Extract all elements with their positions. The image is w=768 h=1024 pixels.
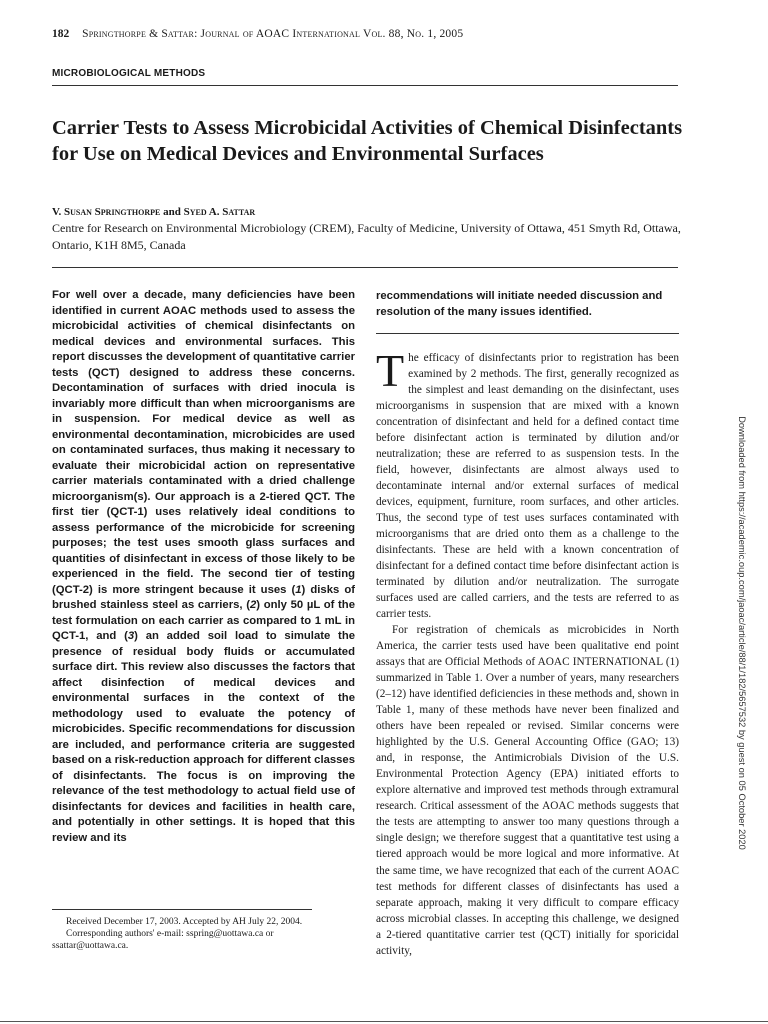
drop-cap: T (376, 350, 405, 396)
abstract-continuation: recommendations will initiate needed discussion and resolution of the many issues identified. (376, 290, 663, 318)
bottom-edge-rule (0, 1021, 768, 1022)
article-title: Carrier Tests to Assess Microbicidal Activities of Chemical Disinfectants for Use on Medical Devices and Environmental Surfaces (52, 117, 683, 165)
running-header (52, 28, 463, 40)
intro-paragraph: The efficacy of disinfectants prior to registration has been examined by 2 methods. The first, generally recognized as the simplest and least demanding on the disinfectant, uses microorganisms in suspension that are mixed with a known concentration of disinfectant and held for a defined contact time before disinfectant action is terminated by dilution and/or neutralization; these are referred to as suspension tests. In the field, however, disinfectants are almost always used to decontaminate internal and/or external surfaces of medical devices, equipment, furniture, room surfaces, and other articles. Thus, the second type of test uses surfaces contaminated with microorganisms that are dried onto them as a challenge to the disinfectants. These are held with a known concentration of disinfectant for a defined contact time before disinfectant action is terminated by dilution and/or neutralization. The surrogate surfaces used are called carriers, and the tests are referred to as carrier tests. (376, 350, 679, 621)
section-divider (52, 85, 678, 86)
section-label: MICROBIOLOGICAL METHODS (52, 68, 206, 79)
download-note-text: Downloaded from https://academic.oup.com/jaoac/article/88/1/182/5657532 by guest on 05 October 2020 (737, 416, 747, 850)
footnote-rule (52, 909, 312, 910)
received-dates: Received December 17, 2003. Accepted by AH July 22, 2004. (66, 917, 303, 927)
download-watermark (735, 268, 749, 998)
author-connector: and (160, 206, 184, 218)
abstract-end-rule (376, 333, 679, 334)
page-number: 182 (52, 28, 70, 40)
header-divider (52, 267, 678, 268)
footnote (52, 916, 352, 952)
author-springthorpe: V. Susan Springthorpe (52, 206, 161, 218)
author-affiliation: Centre for Research on Environmental Microbiology (CREM), Faculty of Medicine, University of Ottawa, 451 Smyth Rd, Ottawa, Ontario, K1H 8M5, Canada (52, 221, 681, 252)
body-text (376, 350, 679, 962)
journal-citation: Springthorpe & Sattar: Journal of AOAC International Vol. 88, No. 1, 2005 (82, 28, 464, 40)
corresponding-email: Corresponding authors' e-mail: sspring@uottawa.ca or ssattar@uottawa.ca. (52, 929, 274, 951)
registration-paragraph: For registration of chemicals as microbicides in North America, the carrier tests used have been qualitative end point assays that are Official Methods of AOAC INTERNATIONAL (1) summarized in Table 1. Over a number of years, many researchers (2–12) have identified deficiencies in these methods and, shown in Table 1, many of these methods have never been finalized and others have been repealed or revised. Similar concerns were highlighted by the U.S. General Accounting Office (GAO; 13) and, in response, the Antimicrobials Division of the U.S. Environmental Protection Agency (EPA) initiated efforts to explore alternative and improved test methods through extramural research. Critical assessment of the AOAC methods suggests that the tests are attempting to answer too many questions through a single design; we therefore suggest that a quantitative test using a tiered approach would be more logical and more informative. At the same time, we have recognized that each of the current AOAC test methods for different classes of disinfectants has used a separate approach, making it very difficult to compare efficacy across microbial classes. In accepting this challenge, we designed a 2-tiered quantitative carrier test (QCT) initially for sporicidal activity, (376, 624, 679, 957)
author-line (52, 206, 255, 218)
author-sattar: Syed A. Sattar (183, 206, 256, 218)
abstract: For well over a decade, many deficiencies have been identified in current AOAC methods used to assess the microbicidal activities of chemical disinfectants on medical devices and environmental surfaces. This report discusses the development of quantitative carrier tests (QCT) designed to address these concerns. Decontamination of surfaces with dried inocula is invariably more difficult than when microorganisms are in suspension. For medical device as well as environmental decontamination, microbicides are used on contaminated surfaces, thus making it necessary to evaluate their microbicidal action on representative carrier materials contaminated with a dried challenge microorganism(s). Our approach is a 2-tiered QCT. The first tier (QCT-1) uses relatively ideal conditions to assess performance of the microbicide for screening purposes; the test uses smooth glass surfaces and quantities of disinfectant in excess of those likely to be experienced in the field. The second tier of testing (QCT-2) is more stringent because it uses (1) disks of brushed stainless steel as carriers, (2) only 50 µL of the test formulation on each carrier as compared to 1 mL in QCT-1, and (3) an added soil load to simulate the presence of residual body fluids or accumulated surface dirt. This review also discusses the factors that affect disinfection of medical devices and environmental surfaces in the context of the methodology used to evaluate the potency of microbicides. Specific recommendations for discussion are included, and performance criteria are suggested based on a risk-reduction approach for different classes of disinfectants. The focus is on improving the relevance of the test methodology to actual field use of disinfectants for devices and facilities in health care, and potentially in other settings. It is hoped that this review and its (52, 289, 355, 844)
